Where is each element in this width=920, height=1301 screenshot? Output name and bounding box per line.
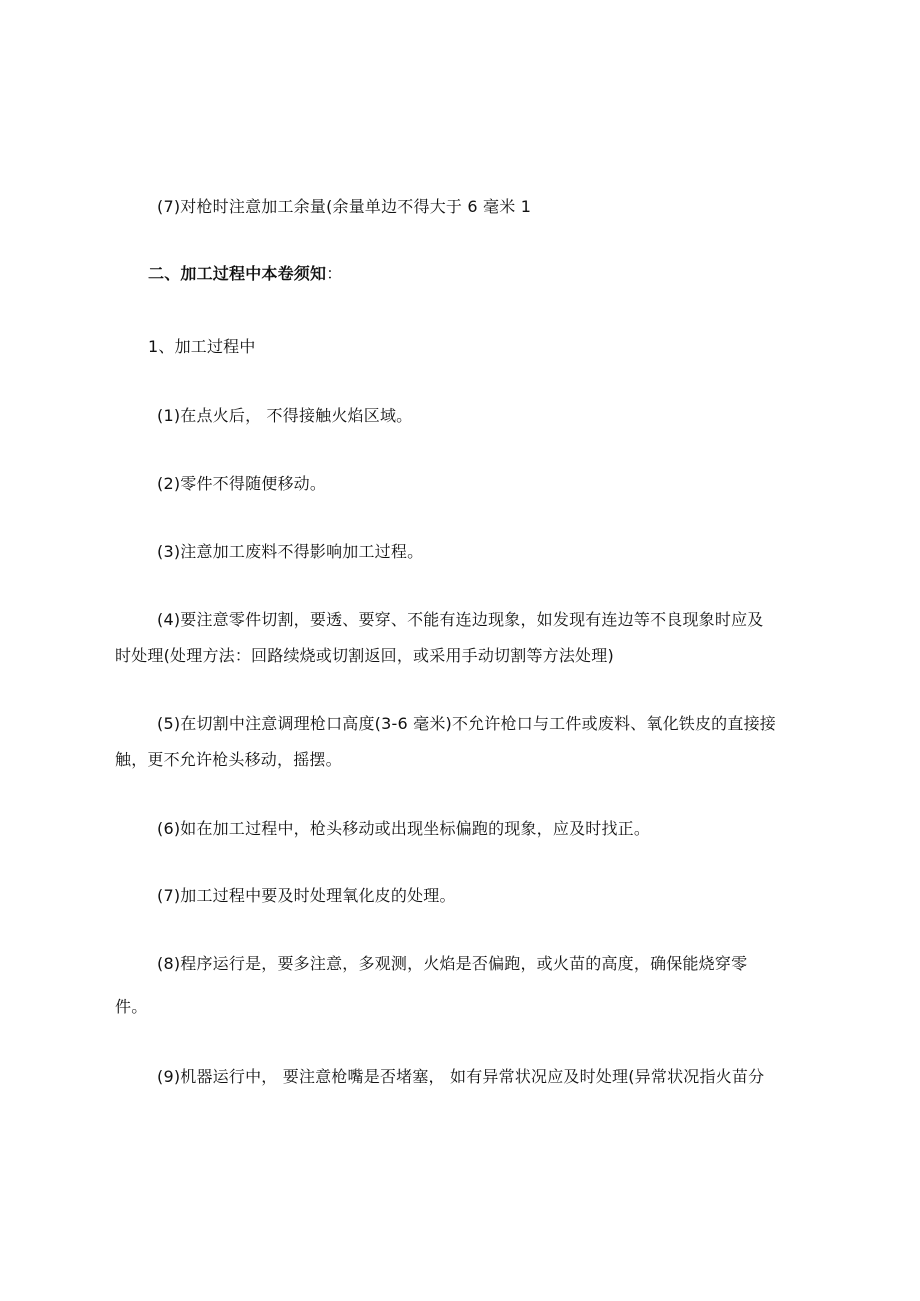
list-item-4-line-1: (4)要注意零件切割，要透、要穿、不能有连边现象，如发现有连边等不良现象时应及: [157, 610, 764, 629]
item-7-previous-section: (7)对枪时注意加工余量(余量单边不得大于 6 毫米 1: [157, 197, 532, 216]
list-item-2: (2)零件不得随便移动。: [157, 474, 327, 493]
list-item-3: (3)注意加工废料不得影响加工过程。: [157, 542, 424, 561]
list-item-7: (7)加工过程中要及时处理氧化皮的处理。: [157, 886, 456, 905]
subsection-title: 1、加工过程中: [148, 337, 256, 356]
list-item-8-line-2: 件。: [115, 997, 148, 1016]
list-item-5-line-1: (5)在切割中注意调理枪口高度(3-6 毫米)不允许枪口与工件或废料、氧化铁皮的直接接: [157, 714, 776, 733]
list-item-9: (9)机器运行中， 要注意枪嘴是否堵塞， 如有异常状况应及时处理(异常状况指火苗分: [157, 1067, 765, 1086]
section-heading: [148, 264, 342, 284]
section-heading-colon: ：: [326, 264, 343, 283]
list-item-1: (1)在点火后， 不得接触火焰区域。: [157, 406, 413, 425]
list-item-6: (6)如在加工过程中，枪头移动或出现坐标偏跑的现象，应及时找正。: [157, 819, 651, 838]
section-heading-title: 二、加工过程中本卷须知: [148, 264, 327, 283]
list-item-4-line-2: 时处理(处理方法：回路续烧或切割返回，或采用手动切割等方法处理): [115, 646, 614, 665]
list-item-8-line-1: (8)程序运行是，要多注意，多观测，火焰是否偏跑，或火苗的高度，确保能烧穿零: [157, 954, 748, 973]
list-item-5-line-2: 触，更不允许枪头移动，摇摆。: [115, 750, 342, 769]
